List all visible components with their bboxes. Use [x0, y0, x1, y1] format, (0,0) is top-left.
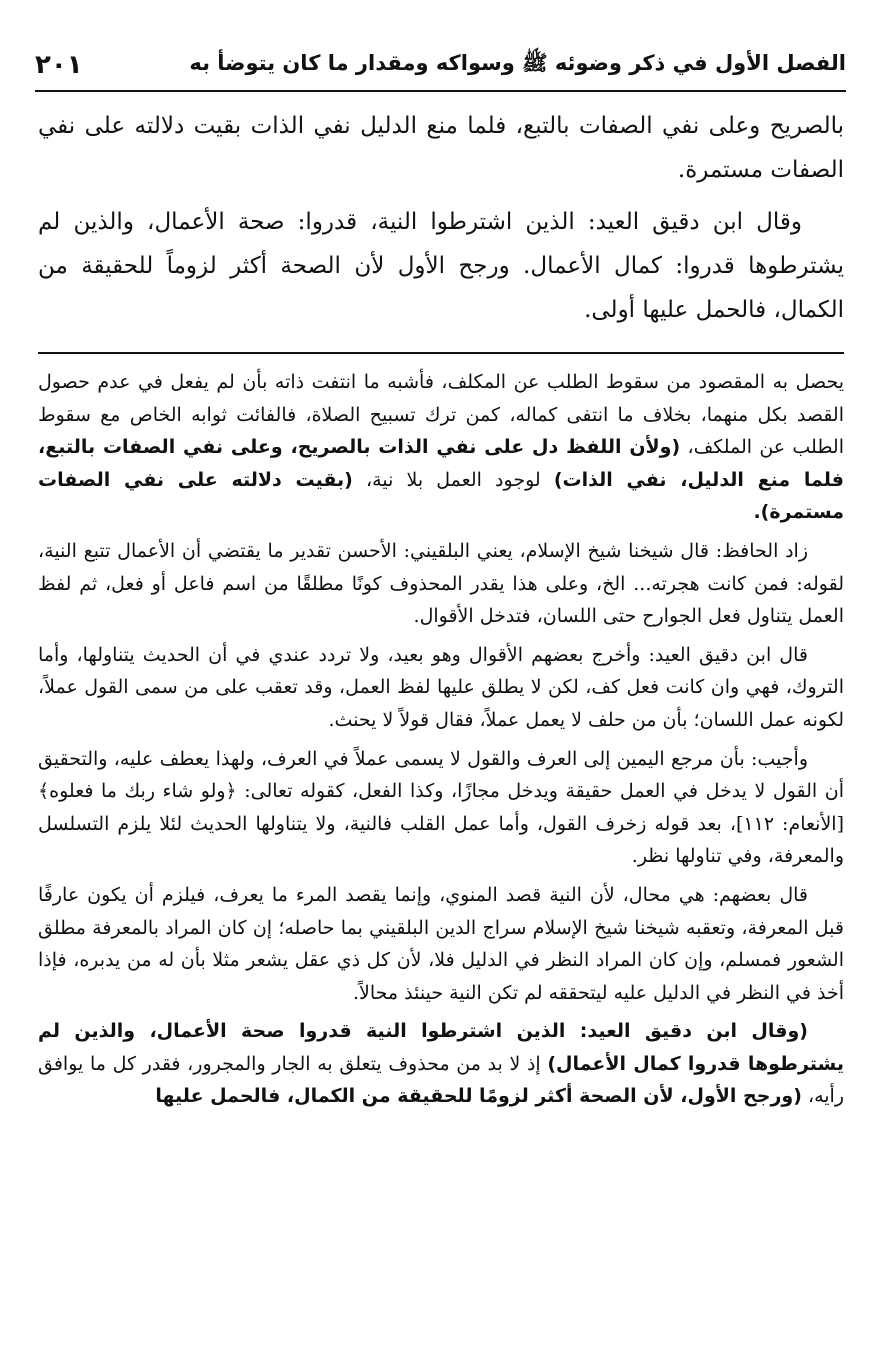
- commentary-paragraph-2: زاد الحافظ: قال شيخنا شيخ الإسلام، يعني البلقيني: الأحسن تقدير ما يقتضي أن الأعمال تتبع النية، لقوله: فمن كانت هجرته... الخ، وعلى هذا يقدر المحذوف كونًا مطلقًا من اسم فاعل أو فعل، ثم لفظ العمل يتناول فعل الجوارح حتى اللسان، فتدخل الأقوال.: [38, 539, 844, 628]
- page-number: ٢٠١: [35, 50, 83, 80]
- commentary-paragraph-4: وأجيب: بأن مرجع اليمين إلى العرف والقول لا يسمى عملاً في العرف، ولهذا يعطف عليه، والتحقيق أن القول لا يدخل في العمل حقيقة ويدخل مجازًا، وكذا الفعل، كقوله تعالى: ﴿ولو شاء ربك ما فعلوه﴾ [الأنعام: ١١٢]، بعد قوله زخرف القول، وأما عمل القلب فالنية، ولا يتناولها الحديث لئلا يلزم التسلسل والمعرفة، وفي تناولها نظر.: [38, 747, 844, 868]
- main-paragraph-2: وقال ابن دقيق العيد: الذين اشترطوا النية، قدروا: صحة الأعمال، والذين لم يشترطوها قدروا: كمال الأعمال. ورجح الأول لأن الصحة أكثر لزوماً للحقيقة من الكمال، فالحمل عليها أولى.: [38, 209, 844, 323]
- footnote-divider: [38, 352, 844, 354]
- quoted-matn: (وقال ابن دقيق العيد: الذين اشترطوا النية قدروا صحة الأعمال، والذين لم يشترطوها قدروا كمال الأعمال): [38, 1020, 844, 1075]
- chapter-title: الفصل الأول في ذكر وضوئه ﷺ وسواكه ومقدار ما كان يتوضأ به: [189, 50, 846, 75]
- main-text: [38, 104, 844, 340]
- commentary-text-span: يحصل به المقصود من سقوط الطلب عن المكلف، فأشبه ما انتفت ذاته بأن لم يفعل في عدم حصول القصد بكل منهما، بخلاف ما انتفى كماله، كمن ترك تسبيح الصلاة، فالفائت ثوابه الخاص مع سقوط الطلب عن الملكف،: [38, 371, 844, 459]
- commentary-text-span: إذ لا بد من محذوف يتعلق به الجار والمجرور، فقدر كل ما يوافق رأيه،: [38, 1052, 844, 1108]
- quoted-matn: (بقيت دلالته على نفي الصفات مستمرة).: [38, 468, 844, 524]
- commentary-paragraph-1: [38, 366, 844, 529]
- main-paragraph-1: بالصريح وعلى نفي الصفات بالتبع، فلما منع الدليل نفي الذات بقيت دلالته على نفي الصفات مستمرة.: [38, 113, 844, 183]
- commentary-paragraph-5: قال بعضهم: هي محال، لأن النية قصد المنوي، وإنما يقصد المرء ما يعرف، فيلزم أن يكون عارفًا قبل المعرفة، وتعقبه شيخنا شيخ الإسلام سراج الدين البلقيني بما حاصله؛ إن كان المراد بالمعرفة مطلق الشعور فمسلم، وإن كان المراد النظر في الدليل فلا، لأن كل ذي عقل يشعر مثلا بأن له من يدبره، فإذا أخذ في النظر في الدليل عليه ليتحققه لم تكن النية حينئذ محالاً.: [38, 883, 844, 1004]
- running-header: [35, 40, 846, 92]
- quoted-matn: (ولأن اللفظ دل على نفي الذات بالصريح، وعلى نفي الصفات بالتبع، فلما منع الدليل، نفي الذات): [38, 436, 844, 491]
- commentary-text: [38, 366, 844, 1119]
- commentary-paragraph-6: [38, 1015, 844, 1113]
- quoted-matn: (ورجح الأول، لأن الصحة أكثر لزومًا للحقيقة من الكمال، فالحمل عليها: [155, 1085, 802, 1108]
- commentary-paragraph-3: قال ابن دقيق العيد: وأخرج بعضهم الأقوال وهو بعيد، ولا تردد عندي في أن الحديث يتناولها، وأما التروك، فهي وان كانت فعل كف، لكن لا يطلق عليها لفظ العمل، وقد تعقب على من سمى القول عملاً، لكونه عمل اللسان؛ بأن من حلف لا يعمل عملاً، فقال قولاً لا يحنث.: [38, 643, 844, 731]
- commentary-text-span: لوجود العمل بلا نية،: [366, 468, 541, 491]
